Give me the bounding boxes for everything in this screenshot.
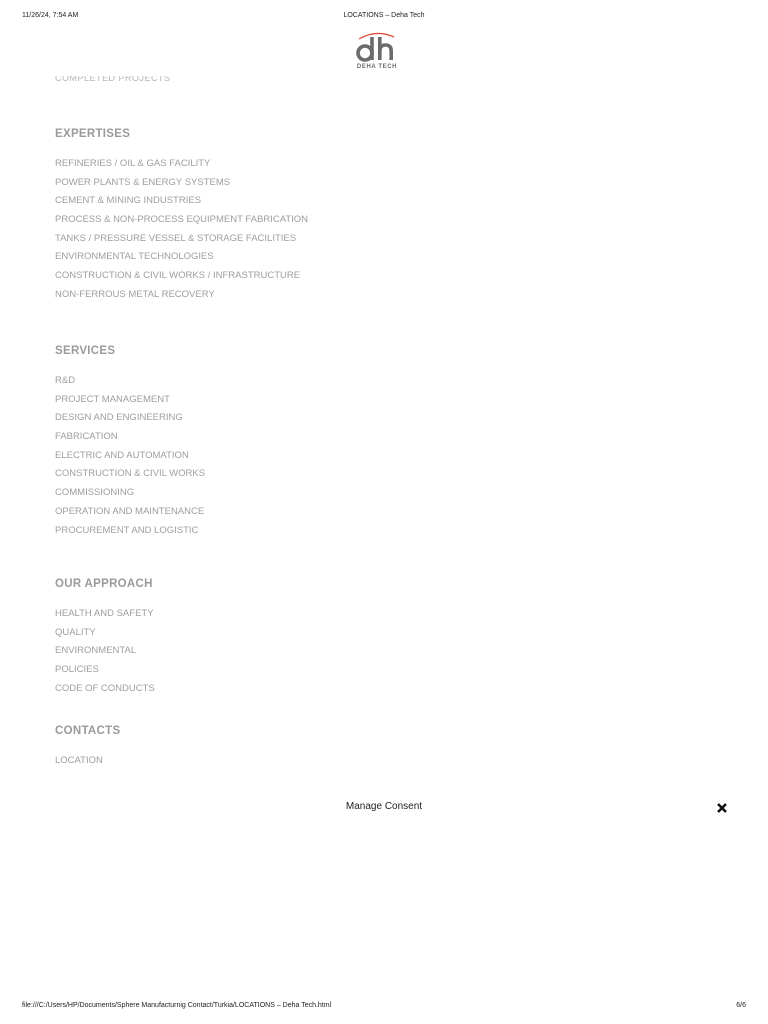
service-link[interactable]: DESIGN AND ENGINEERING: [55, 412, 183, 424]
expertise-link[interactable]: CONSTRUCTION & CIVIL WORKS / INFRASTRUCTURE: [55, 270, 301, 282]
approach-list: [55, 605, 155, 698]
service-link[interactable]: PROJECT MANAGEMENT: [55, 393, 170, 405]
service-link[interactable]: CONSTRUCTION & CIVIL WORKS: [55, 468, 206, 480]
services-heading: SERVICES: [55, 345, 116, 357]
expertise-link[interactable]: PROCESS & NON-PROCESS EQUIPMENT FABRICATION: [55, 214, 309, 226]
print-page-number: 6/6: [736, 1002, 746, 1009]
service-link[interactable]: FABRICATION: [55, 431, 118, 443]
expertise-link[interactable]: REFINERIES / OIL & GAS FACILITY: [55, 158, 211, 169]
expertise-link[interactable]: CEMENT & MINING INDUSTRIES: [55, 195, 202, 207]
dh-logo-mark: [352, 31, 402, 65]
service-link[interactable]: ELECTRIC AND AUTOMATION: [55, 449, 189, 461]
expertises-list: [55, 155, 308, 305]
logo-caption: DEHA TECH: [356, 64, 398, 70]
approach-link[interactable]: CODE OF CONDUCTS: [55, 682, 155, 694]
expertise-link[interactable]: ENVIRONMENTAL TECHNOLOGIES: [55, 251, 214, 263]
service-link[interactable]: PROCUREMENT AND LOGISTIC: [55, 524, 199, 536]
print-footer: [22, 1002, 746, 1009]
print-header: [22, 12, 746, 22]
deha-tech-logo[interactable]: [352, 31, 402, 73]
expertises-heading: EXPERTISES: [55, 128, 131, 140]
print-title: LOCATIONS – Deha Tech: [343, 12, 425, 19]
services-section: [55, 345, 205, 540]
service-link[interactable]: COMMISSIONING: [55, 487, 135, 499]
approach-link[interactable]: ENVIRONMENTAL: [55, 645, 137, 657]
cut-off-menu-item: COMPLETED PROJECTS: [55, 76, 171, 82]
print-file-path: file:///C:/Users/HP/Documents/Sphere Manufacturnig Contact/Turkia/LOCATIONS – Deha Tech.html: [22, 1002, 332, 1009]
expertise-link[interactable]: TANKS / PRESSURE VESSEL & STORAGE FACILITIES: [55, 232, 297, 244]
expertise-link[interactable]: POWER PLANTS & ENERGY SYSTEMS: [55, 176, 231, 188]
contact-link-location[interactable]: LOCATION: [55, 755, 103, 766]
close-icon[interactable]: [715, 801, 729, 815]
manage-consent-button[interactable]: Manage Consent: [345, 801, 423, 812]
service-link[interactable]: OPERATION AND MAINTENANCE: [55, 505, 205, 517]
expertises-section: [55, 128, 308, 305]
approach-link[interactable]: QUALITY: [55, 626, 96, 638]
approach-link[interactable]: HEALTH AND SAFETY: [55, 608, 154, 619]
contacts-section: [55, 725, 120, 771]
print-datetime: 11/26/24, 7:54 AM: [22, 12, 79, 19]
contacts-list: [55, 752, 120, 771]
service-link[interactable]: R&D: [55, 375, 76, 386]
approach-section: [55, 578, 155, 698]
approach-link[interactable]: POLICIES: [55, 664, 99, 676]
expertise-link[interactable]: NON-FERROUS METAL RECOVERY: [55, 288, 215, 300]
services-list: [55, 372, 205, 540]
approach-heading: OUR APPROACH: [55, 578, 153, 590]
contacts-heading: CONTACTS: [55, 725, 121, 737]
